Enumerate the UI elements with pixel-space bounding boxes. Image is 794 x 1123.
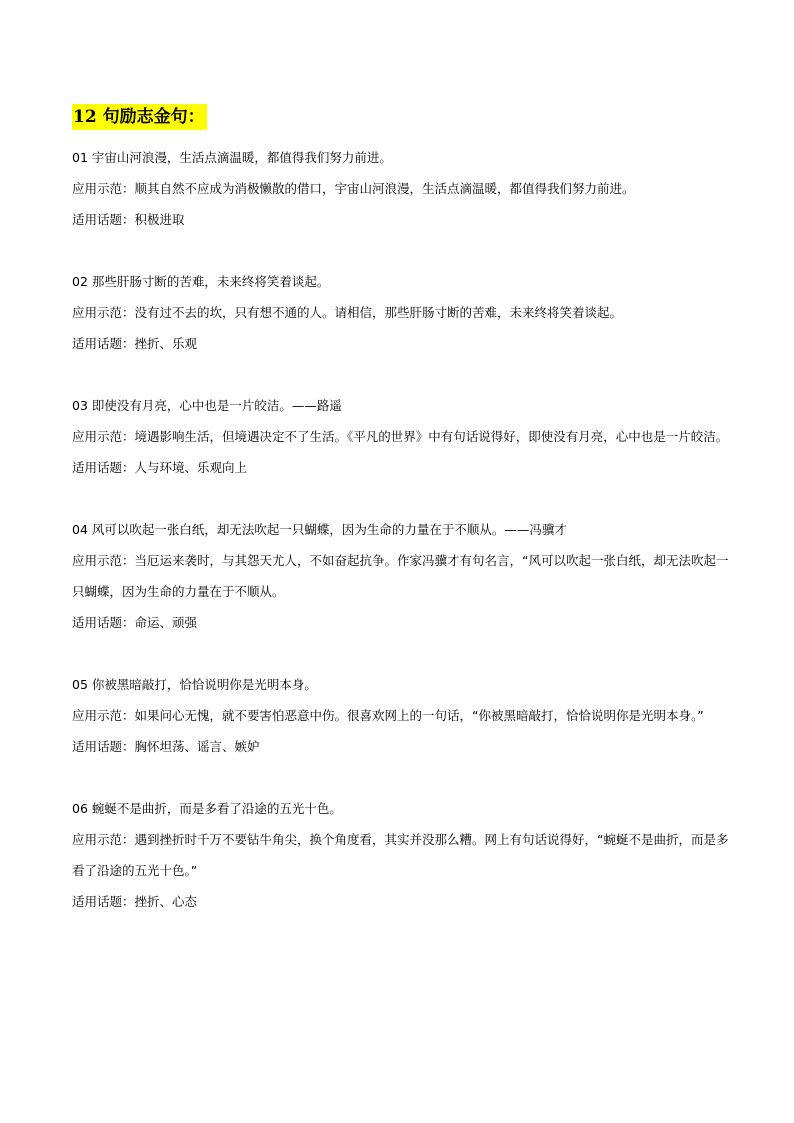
quote-entry-05	[72, 669, 736, 762]
topic-text: 适用话题：人与环境、乐观向上	[72, 460, 248, 475]
document-page	[72, 104, 736, 917]
example-text: 应用示范：遇到挫折时千万不要钻牛角尖，换个角度看，其实并没那么糟。网上有句话说得好，“蜿蜒不是曲折，而是多看了沿途的五光十色。”	[72, 832, 729, 878]
quote-text: 02 那些肝肠寸断的苦难，未来终将笑着谈起。	[72, 274, 330, 289]
topic-text: 适用话题：挫折、乐观	[72, 336, 198, 351]
quote-entry-04	[72, 514, 736, 638]
example-text: 应用示范：当厄运来袭时，与其怨天尤人，不如奋起抗争。作家冯骥才有句名言，“风可以吹起一张白纸，却无法吹起一只蝴蝶，因为生命的力量在于不顺从。	[72, 553, 729, 599]
example-text: 应用示范：没有过不去的坎，只有想不通的人。请相信，那些肝肠寸断的苦难，未来终将笑着谈起。	[72, 305, 623, 320]
topic-text: 适用话题：命运、顽强	[72, 615, 198, 630]
example-text: 应用示范：如果问心无愧，就不要害怕恶意中伤。很喜欢网上的一句话，“你被黑暗敲打，恰恰说明你是光明本身。”	[72, 708, 704, 723]
quote-entry-06	[72, 793, 736, 917]
quote-text: 01 宇宙山河浪漫，生活点滴温暖，都值得我们努力前进。	[72, 150, 392, 165]
quote-text: 06 蜿蜒不是曲折，而是多看了沿途的五光十色。	[72, 801, 342, 816]
quote-text: 04 风可以吹起一张白纸，却无法吹起一只蝴蝶，因为生命的力量在于不顺从。——冯骥才	[72, 522, 567, 537]
example-text: 应用示范：境遇影响生活，但境遇决定不了生活。《平凡的世界》中有句话说得好，即使没有月亮，心中也是一片皎洁。	[72, 429, 729, 444]
quote-text: 05 你被黑暗敲打，恰恰说明你是光明本身。	[72, 677, 317, 692]
example-text: 应用示范：顺其自然不应成为消极懒散的借口，宇宙山河浪漫，生活点滴温暖，都值得我们努力前进。	[72, 181, 635, 196]
topic-text: 适用话题：积极进取	[72, 212, 185, 227]
topic-text: 适用话题：挫折、心态	[72, 894, 198, 909]
quote-entry-03	[72, 390, 736, 483]
section-title: 12 句励志金句：	[72, 104, 207, 130]
quote-entry-01	[72, 142, 736, 235]
quote-entry-02	[72, 266, 736, 359]
quote-text: 03 即使没有月亮，心中也是一片皎洁。——路遥	[72, 398, 342, 413]
topic-text: 适用话题：胸怀坦荡、谣言、嫉妒	[72, 739, 260, 754]
